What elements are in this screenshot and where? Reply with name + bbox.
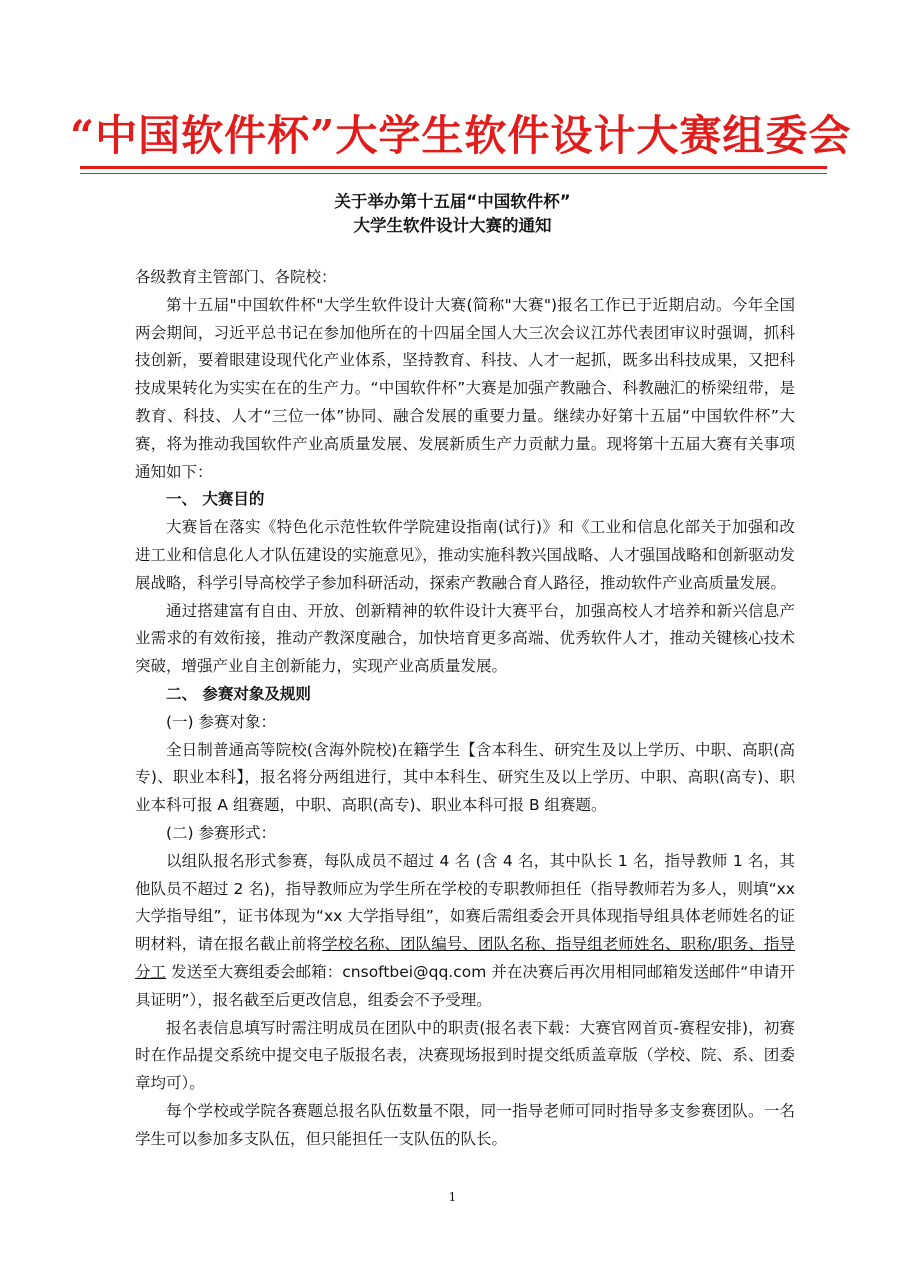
sub2-text-b: 发送至大赛组委会邮箱：cnsoftbei@qq.com 并在决赛后再次用相同邮箱发送邮件“申请开具证明”），报名截至后更改信息，组委会不予受理。	[135, 962, 795, 1009]
section1-paragraph1: 大赛旨在落实《特色化示范性软件学院建设指南(试行)》和《工业和信息化部关于加强和改进工业和信息化人才队伍建设的实施意见》，推动实施科教兴国战略、人才强国战略和创新驱动发展战略，科学引导高校学子参加科研活动，探索产教融合育人路径，推动软件产业高质量发展。	[135, 518, 795, 592]
page-number: 1	[448, 1190, 457, 1204]
section2-sub2-text	[135, 848, 795, 1015]
notice-title	[0, 190, 905, 238]
section2-sub1-heading: (一) 参赛对象：	[166, 712, 277, 731]
masthead-rule-thick	[80, 166, 827, 169]
notice-title-line2: 大学生软件设计大赛的通知	[353, 216, 552, 235]
section2-sub1-text: 全日制普通高等院校(含海外院校)在籍学生【含本科生、研究生及以上学历、中职、高职(高专)、职业本科】，报名将分两组进行，其中本科生、研究生及以上学历、中职、高职(高专)、职业本科可报 A 组赛题，中职、高职(高专)、职业本科可报 B 组赛题。	[135, 740, 795, 815]
section2-heading: 二、 参赛对象及规则	[166, 684, 311, 703]
masthead-rule-thin	[80, 173, 827, 174]
sub2-required-fields: 学校名称、团队编号、团队名称、指导组老师姓名、职称/职务、指导分工	[135, 935, 795, 981]
notice-title-line1: 关于举办第十五届“中国软件杯”	[334, 192, 571, 211]
section1-heading: 一、 大赛目的	[166, 490, 265, 509]
salutation: 各级教育主管部门、各院校：	[135, 268, 337, 286]
masthead-title: “中国软件杯”大学生软件设计大赛组委会	[70, 111, 852, 160]
notice-body	[135, 264, 795, 1154]
intro-paragraph: 第十五届"中国软件杯"大学生软件设计大赛(简称"大赛")报名工作已于近期启动。今年全国两会期间，习近平总书记在参加他所在的十四届全国人大三次会议江苏代表团审议时强调，抓科技创新，要着眼建设现代化产业体系，坚持教育、科技、人才一起抓，既多出科技成果，又把科技成果转化为实实在在的生产力。“中国软件杯”大赛是加强产教融合、科教融汇的桥梁纽带，是教育、科技、人才“三位一体”协同、融合发展的重要力量。继续办好第十五届“中国软件杯”大赛，将为推动我国软件产业高质量发展、发展新质生产力贡献力量。现将第十五届大赛有关事项通知如下：	[135, 295, 795, 481]
section2-sub2-heading: (二) 参赛形式：	[166, 823, 277, 842]
section1-paragraph2: 通过搭建富有自由、开放、创新精神的软件设计大赛平台，加强高校人才培养和新兴信息产业需求的有效衔接，推动产教深度融合，加快培育更多高端、优秀软件人才，推动关键核心技术突破，增强产业自主创新能力，实现产业高质量发展。	[135, 601, 795, 676]
sub2-text-a: 以组队报名形式参赛，每队成员不超过 4 名 (含 4 名，其中队长 1 名，指导教师 1 名，其他队员不超过 2 名)，指导教师应为学生所在学校的专职教师担任（指导教师若为多人，则填“xx 大学指导组”，证书体现为“xx 大学指导组”，如赛后需组委会开具体现指导组具体老师姓名的证明材料，请在报名截止前将	[135, 851, 795, 954]
section2-form-paragraph: 报名表信息填写时需注明成员在团队中的职责(报名表下载：大赛官网首页-赛程安排)，初赛时在作品提交系统中提交电子版报名表，决赛现场报到时提交纸质盖章版（学校、院、系、团委章均可）。	[135, 1018, 795, 1093]
section2-teams-paragraph: 每个学校或学院各赛题总报名队伍数量不限，同一指导老师可同时指导多支参赛团队。一名学生可以参加多支队伍，但只能担任一支队伍的队长。	[135, 1101, 795, 1148]
